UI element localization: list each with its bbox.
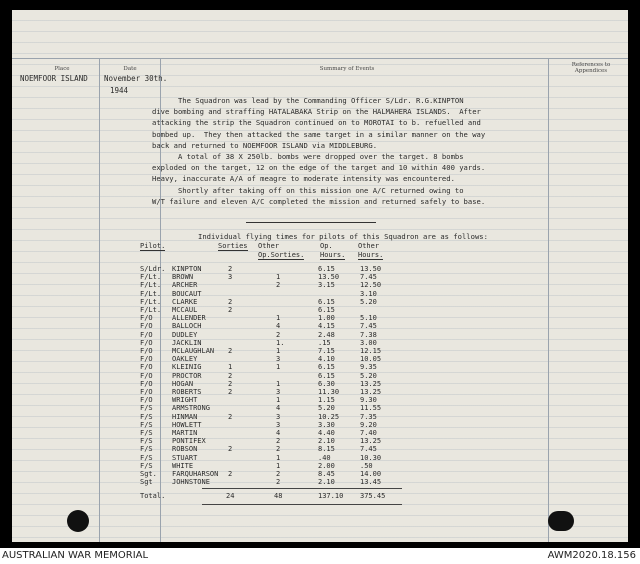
totals-label: Total.: [140, 492, 166, 500]
entry-year: 1944: [110, 86, 129, 95]
pilot-sorties: 2: [228, 265, 233, 273]
pilot-rank: Sgt: [140, 478, 153, 487]
pilot-other-hours: 10.30: [360, 453, 382, 462]
col-sorties: Sorties: [218, 242, 248, 250]
pilot-name: MARTIN: [172, 429, 198, 437]
narrative-line: bombed up. They then attacked the same target in a similar manner on the way: [152, 129, 486, 139]
pilot-other-hours: 13.25: [360, 388, 382, 396]
pilot-rank: F/O: [140, 396, 153, 405]
pilot-name: HINMAN: [172, 412, 198, 421]
header-place: Place: [54, 66, 70, 72]
pilot-other-hours: 10.05: [360, 355, 382, 364]
pilot-rank: F/O: [140, 347, 153, 355]
pilot-rank: F/S: [140, 461, 153, 470]
pilot-op-hours: 4.10: [318, 355, 335, 364]
pilot-op-hours: 10.25: [318, 412, 340, 421]
pilot-op-hours: 1.15: [318, 396, 335, 405]
pilot-op-hours: 3.15: [318, 281, 335, 290]
pilot-rank: F/S: [140, 429, 153, 437]
totals-row: [12, 492, 628, 502]
pilot-other-hours: 13.25: [360, 379, 382, 388]
separator: [246, 222, 376, 223]
pilot-rank: F/O: [140, 330, 153, 339]
pilot-op-hours: 3.30: [318, 420, 335, 429]
pilot-rank: F/S: [140, 404, 153, 413]
pilot-name: ROBSON: [172, 445, 198, 454]
pilot-name: WRIGHT: [172, 396, 198, 405]
pilot-op-hours: 1.00: [318, 314, 335, 323]
punch-hole-left: [67, 510, 89, 532]
pilot-sorties: 2: [228, 445, 233, 454]
pilot-other-sorties: 2: [276, 437, 281, 446]
pilot-other-hours: 5.20: [360, 297, 377, 306]
pilot-name: BROWN: [172, 273, 194, 282]
pilot-name: PROCTOR: [172, 371, 202, 380]
pilot-other-hours: 3.00: [360, 338, 377, 347]
pilot-other-hours: 7.40: [360, 429, 377, 437]
pilot-rank: F/S: [140, 437, 153, 446]
col-other-hours-2: Hours.: [358, 251, 384, 259]
pilot-other-sorties: 2: [276, 478, 281, 487]
pilot-other-hours: 7.45: [360, 273, 377, 282]
pilot-name: DUDLEY: [172, 330, 198, 339]
pilot-op-hours: 2.00: [318, 461, 335, 470]
pilot-name: MCLAUGHLAN: [172, 347, 215, 355]
pilot-op-hours: 5.20: [318, 404, 335, 413]
pilot-name: BOUCAUT: [172, 289, 202, 298]
pilot-op-hours: 2.10: [318, 437, 335, 446]
pilot-rank: F/O: [140, 371, 153, 380]
pilot-other-sorties: 1: [276, 273, 281, 282]
pilot-other-hours: 3.10: [360, 289, 377, 298]
pilot-rank: F/Lt.: [140, 289, 162, 298]
pilot-rank: F/O: [140, 379, 153, 388]
pilot-other-hours: 7.38: [360, 330, 377, 339]
pilot-name: WHITE: [172, 461, 194, 470]
narrative-line: back and returned to NOEMFOOR ISLAND via MIDDLEBURG.: [152, 140, 378, 150]
footer: [0, 548, 640, 564]
pilot-rank: F/S: [140, 420, 153, 429]
pilot-other-sorties: 1: [276, 314, 281, 323]
pilot-name: ARMSTRONG: [172, 404, 210, 413]
pilot-op-hours: 6.15: [318, 306, 335, 314]
pilot-op-hours: 7.15: [318, 347, 335, 355]
pilot-other-hours: 12.15: [360, 347, 382, 355]
pilot-other-sorties: 1: [276, 453, 281, 462]
pilot-name: PONTIFEX: [172, 437, 206, 446]
pilot-op-hours: 2.10: [318, 478, 335, 487]
pilot-sorties: 3: [228, 273, 233, 282]
pilot-other-hours: 9.20: [360, 420, 377, 429]
col-op-hours-2: Hours.: [320, 251, 346, 259]
pilot-rank: F/Lt.: [140, 281, 162, 290]
pilot-op-hours: 2.48: [318, 330, 335, 339]
pilot-op-hours: 11.30: [318, 388, 340, 396]
pilot-op-hours: 13.50: [318, 273, 340, 282]
pilot-name: OAKLEY: [172, 355, 198, 364]
pilot-rank: F/Lt.: [140, 306, 162, 314]
pilot-op-hours: 8.15: [318, 445, 335, 454]
pilot-other-sorties: 2: [276, 281, 281, 290]
pilot-sorties: 2: [228, 347, 233, 355]
pilot-rank: F/O: [140, 388, 153, 396]
table-row: [12, 478, 628, 488]
punch-hole-right: [548, 511, 574, 531]
table-intro: Individual flying times for pilots of this Squadron are as follows:: [198, 232, 488, 241]
pilot-other-hours: 12.50: [360, 281, 382, 290]
pilot-name: ROBERTS: [172, 388, 202, 396]
pilot-rank: F/S: [140, 453, 153, 462]
header-date: Date: [123, 66, 137, 72]
col-op-hours-1: Op.: [320, 242, 333, 250]
totals-oth: 375.45: [360, 492, 386, 500]
totals-sorties: 24: [226, 492, 235, 500]
header-summary: Summary of Events: [319, 66, 375, 72]
pilot-op-hours: 6.15: [318, 371, 335, 380]
pilot-name: BALLOCH: [172, 322, 202, 331]
pilot-other-sorties: 1: [276, 363, 281, 372]
totals-op: 137.10: [318, 492, 344, 500]
pilot-sorties: 2: [228, 306, 233, 314]
pilot-other-hours: .50: [360, 461, 373, 470]
pilot-other-sorties: 1.: [276, 338, 285, 347]
pilot-op-hours: 4.40: [318, 429, 335, 437]
pilot-other-sorties: 1: [276, 396, 281, 405]
pilot-other-sorties: 2: [276, 470, 281, 478]
pilot-rank: F/S: [140, 412, 153, 421]
narrative-line: dive bombing and straffing HATALABAKA Strip on the HALMAHERA ISLANDS. After: [152, 107, 481, 117]
pilot-name: JOHNSTONE: [172, 478, 210, 487]
pilot-op-hours: 6.15: [318, 363, 335, 372]
pilot-name: ARCHER: [172, 281, 198, 290]
total-rule-top: [202, 488, 402, 489]
pilot-other-hours: 14.00: [360, 470, 382, 478]
pilot-other-hours: 11.55: [360, 404, 382, 413]
pilot-rank: Sgt.: [140, 470, 157, 478]
narrative-line: A total of 38 X 250lb. bombs were dropped over the target. 8 bombs: [152, 152, 464, 161]
pilot-name: KINPTON: [172, 265, 202, 273]
pilot-name: FARQUHARSON: [172, 470, 219, 478]
pilot-op-hours: .15: [318, 338, 331, 347]
footer-left: AUSTRALIAN WAR MEMORIAL: [2, 550, 149, 561]
pilot-rank: F/Lt.: [140, 297, 162, 306]
pilot-other-hours: 5.10: [360, 314, 377, 323]
pilot-rank: F/S: [140, 445, 153, 454]
pilot-other-sorties: 3: [276, 388, 281, 396]
pilot-name: STUART: [172, 453, 198, 462]
pilot-rank: F/O: [140, 322, 153, 331]
pilot-other-sorties: 3: [276, 355, 281, 364]
pilot-name: MCCAUL: [172, 306, 198, 314]
pilot-other-hours: 7.45: [360, 322, 377, 331]
pilot-other-sorties: 1: [276, 347, 281, 355]
narrative-line: The Squadron was lead by the Commanding Officer S/Ldr. R.G.KINPTON: [152, 96, 464, 105]
pilot-other-sorties: 4: [276, 404, 281, 413]
pilot-sorties: 2: [228, 388, 233, 396]
col-other-hours-1: Other: [358, 242, 380, 250]
pilot-other-hours: 7.35: [360, 412, 377, 421]
pilot-other-hours: 13.45: [360, 478, 382, 487]
narrative-line: attacking the strip the Squadron continued on to MOROTAI to b. refuelled and: [152, 118, 481, 128]
pilot-op-hours: 6.15: [318, 297, 335, 306]
table-header-2: [12, 251, 628, 261]
narrative-line: Shortly after taking off on this mission one A/C returned owing to: [152, 185, 464, 195]
pilot-sorties: 2: [228, 379, 233, 388]
pilot-sorties: 2: [228, 371, 233, 380]
pilot-other-hours: 13.25: [360, 437, 382, 446]
pilot-other-hours: 9.35: [360, 363, 377, 372]
entry-place: NOEMFOOR ISLAND: [20, 74, 88, 83]
pilot-other-sorties: 3: [276, 412, 281, 421]
pilot-rank: F/O: [140, 338, 153, 347]
pilot-op-hours: 4.15: [318, 322, 335, 331]
document-sheet: [12, 10, 628, 542]
pilot-sorties: 2: [228, 470, 233, 478]
pilot-other-sorties: 2: [276, 445, 281, 454]
header-references: References to Appendices: [571, 62, 611, 74]
pilot-rank: F/O: [140, 355, 153, 364]
pilot-name: HOGAN: [172, 379, 194, 388]
narrative-line: W/T failure and eleven A/C completed the mission and returned safely to base.: [152, 196, 486, 206]
pilot-other-hours: 5.20: [360, 371, 377, 380]
entry-date: November 30th.: [104, 74, 168, 83]
pilot-name: CLARKE: [172, 297, 198, 306]
pilot-op-hours: 6.15: [318, 265, 335, 273]
narrative-line: Heavy, inaccurate A/A of meagre to moderate intensity was encountered.: [152, 174, 455, 184]
pilot-other-sorties: 1: [276, 461, 281, 470]
pilot-name: JACKLIN: [172, 338, 202, 347]
pilot-op-hours: .40: [318, 453, 331, 462]
pilot-other-hours: 13.50: [360, 265, 382, 273]
pilot-name: HOWLETT: [172, 420, 202, 429]
pilot-rank: F/Lt.: [140, 273, 162, 282]
totals-other: 48: [274, 492, 283, 500]
narrative-line: exploded on the target, 12 on the edge of the target and 10 within 400 yards.: [152, 163, 486, 173]
pilot-rank: F/O: [140, 314, 153, 323]
total-rule-bottom: [202, 504, 402, 505]
pilot-sorties: 2: [228, 412, 233, 421]
pilot-sorties: 1: [228, 363, 233, 372]
header-rule: [12, 58, 628, 59]
pilot-other-hours: 7.45: [360, 445, 377, 454]
pilot-other-sorties: 2: [276, 330, 281, 339]
col-pilot: Pilot.: [140, 242, 166, 250]
pilot-other-sorties: 1: [276, 379, 281, 388]
pilot-sorties: 2: [228, 297, 233, 306]
pilot-rank: F/O: [140, 363, 153, 372]
pilot-name: KLEINIG: [172, 363, 202, 372]
pilot-rank: S/Ldr.: [140, 265, 166, 273]
pilot-other-sorties: 3: [276, 420, 281, 429]
col-other-sorties-1: Other: [258, 242, 280, 250]
pilot-other-sorties: 4: [276, 322, 281, 331]
pilot-op-hours: 8.45: [318, 470, 335, 478]
pilot-name: ALLENDER: [172, 314, 206, 323]
pilot-op-hours: 6.30: [318, 379, 335, 388]
col-other-sorties-2: Op.Sorties.: [258, 251, 305, 259]
footer-right: AWM2020.18.156: [547, 550, 636, 561]
pilot-other-hours: 9.30: [360, 396, 377, 405]
pilot-other-sorties: 4: [276, 429, 281, 437]
